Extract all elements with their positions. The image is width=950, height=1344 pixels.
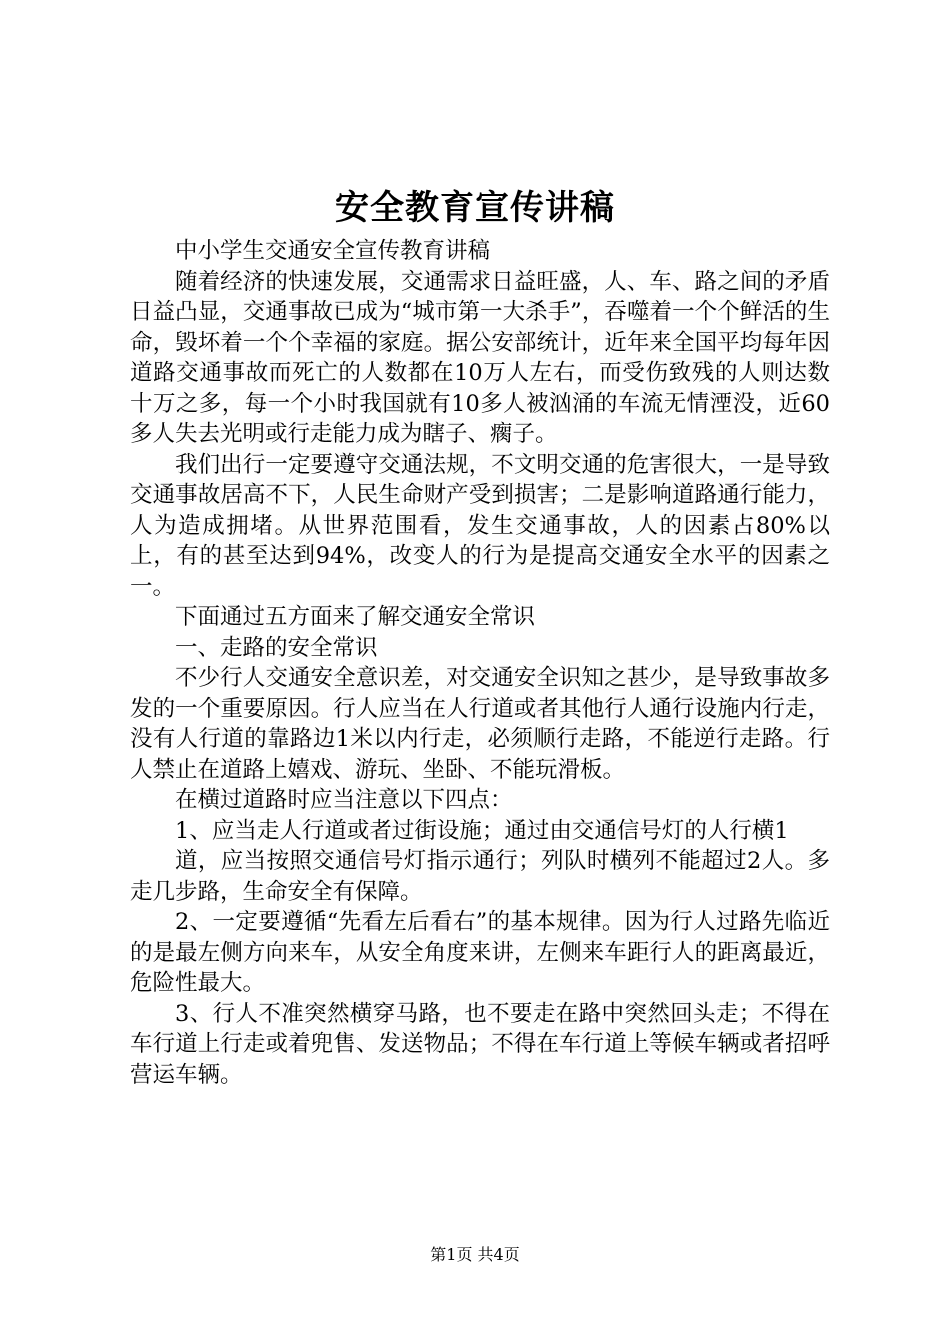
paragraph-five-aspects: 下面通过五方面来了解交通安全常识: [175, 604, 536, 630]
section-heading-walking: 一、走路的安全常识: [175, 634, 378, 661]
list-item-1-continued: 道，应当按照交通信号灯指示通行；列队时横列不能超过2人。多走几步路，生命安全有保障。: [130, 848, 830, 905]
paragraph-intro: 随着经济的快速发展，交通需求日益旺盛，人、车、路之间的矛盾日益凸显，交通事故已成为“城市第一大杀手”，吞噬着一个个鲜活的生命，毁坏着一个个幸福的家庭。据公安部统计，近年来全国平均每年因道路交通事故而死亡的人数都在10万人左右，而受伤致残的人则达数十万之多，每一个小时我国就有10多人被汹涌的车流无情湮没，近60多人失去光明或行走能力成为瞎子、瘸子。: [130, 268, 830, 447]
list-item-2: 2、一定要遵循“先看左后看右”的基本规律。因为行人过路先临近的是最左侧方向来车，从安全角度来讲，左侧来车距行人的距离最近，危险性最大。: [130, 909, 830, 996]
paragraph-traffic-rules: 我们出行一定要遵守交通法规，不文明交通的危害很大，一是导致交通事故居高不下，人民生命财产受到损害；二是影响道路通行能力，人为造成拥堵。从世界范围看，发生交通事故，人的因素占80%以上，有的甚至达到94%，改变人的行为是提高交通安全水平的因素之一。: [130, 451, 830, 600]
list-item-3: 3、行人不准突然横穿马路，也不要走在路中突然回头走；不得在车行道上行走或着兜售、发送物品；不得在车行道上等候车辆或者招呼营运车辆。: [130, 1000, 830, 1088]
paragraph-pedestrian: 不少行人交通安全意识差，对交通安全识知之甚少，是导致事故多发的一个重要原因。行人应当在人行道或者其他行人通行设施内行走，没有人行道的靠路边1米以内行走，必须顺行走路，不能逆行走路。行人禁止在道路上嬉戏、游玩、坐卧、不能玩滑板。: [130, 665, 830, 783]
document-title: 安全教育宣传讲稿: [335, 188, 615, 228]
document-body: [130, 236, 830, 1090]
page-number-footer: 第1页 共4页: [430, 1245, 520, 1264]
subtitle-paragraph: 中小学生交通安全宣传教育讲稿: [175, 238, 491, 264]
list-item-1: 1、应当走人行道或者过街设施；通过由交通信号灯的人行横1: [175, 817, 789, 844]
paragraph-four-points: 在横过道路时应当注意以下四点：: [175, 787, 513, 813]
